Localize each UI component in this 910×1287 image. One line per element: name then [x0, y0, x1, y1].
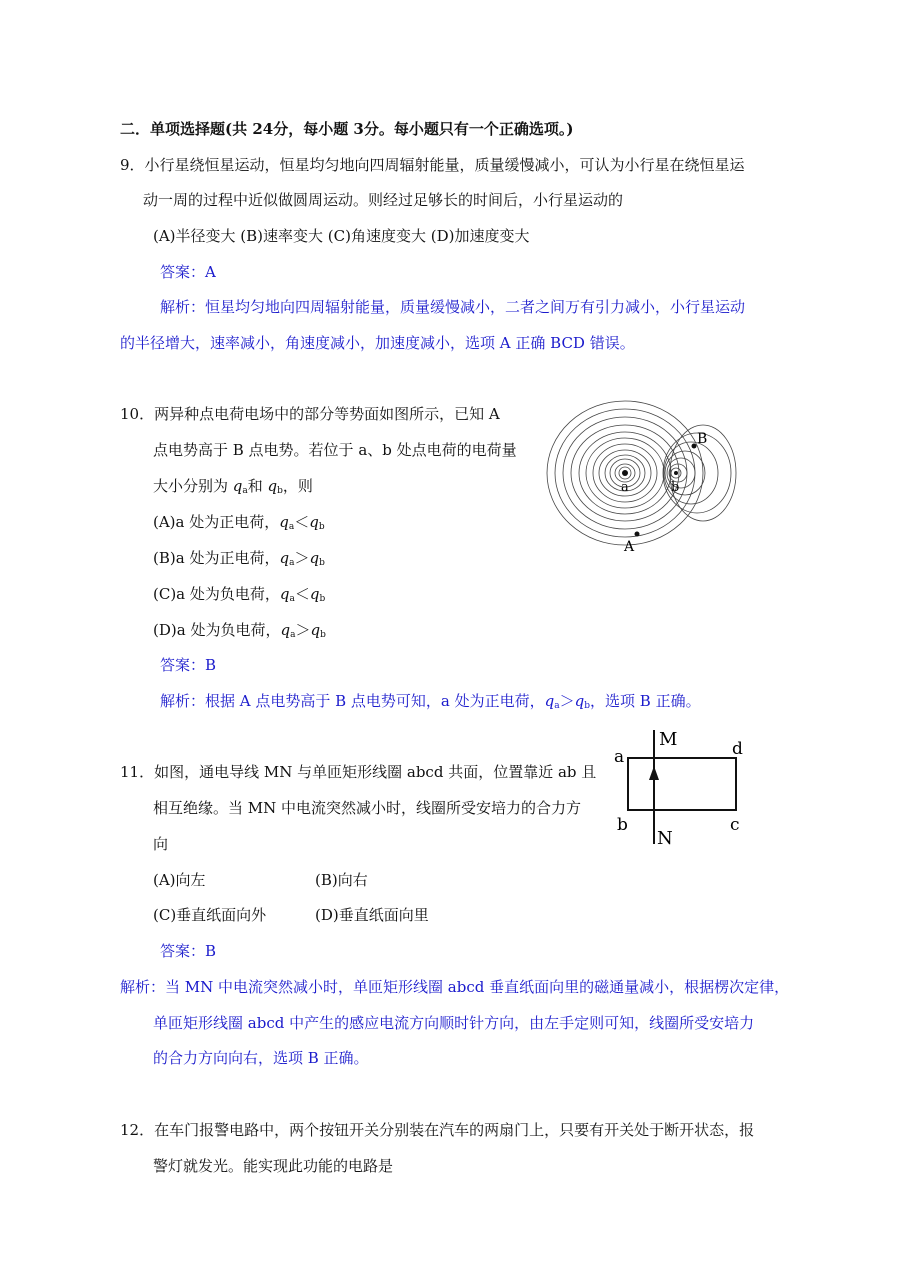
q11-analysis-line1: 解析：当 MN 中电流突然减小时，单匝矩形线圈 abcd 垂直纸面向里的磁通量减小，根据楞次定律， [120, 978, 790, 996]
current-arrow-icon [649, 766, 659, 780]
label-b: b [617, 815, 628, 835]
label-N: N [657, 828, 673, 848]
q12-line2: 警灯就发光。能实现此功能的电路是 [153, 1157, 394, 1175]
label-d: d [732, 739, 743, 759]
q11-option-d: (D)垂直纸面向里 [315, 906, 429, 924]
label-B: B [697, 431, 708, 447]
q11-analysis-line3: 的合力方向向右，选项 B 正确。 [153, 1049, 369, 1067]
q10-option-c: (C)a 处为负电荷，$q_a<q_b$ [153, 585, 326, 604]
loop-abcd [628, 758, 736, 810]
q12-line1: 12．在车门报警电路中，两个按钮开关分别装在汽车的两扇门上，只要有开关处于断开状态，报 [120, 1121, 755, 1139]
q9-answer: 答案：A [160, 263, 216, 281]
q9-options: (A)半径变大 (B)速率变大 (C)角速度变大 (D)加速度变大 [153, 227, 530, 245]
q9-analysis-line2: 的半径增大，速率减小，角速度减小，加速度减小，选项 A 正确 BCD 错误。 [120, 334, 635, 352]
q9-line2: 动一周的过程中近似做圆周运动。则经过足够长的时间后，小行星运动的 [143, 191, 624, 209]
q11-answer: 答案：B [160, 942, 217, 960]
q11-option-a: (A)向左 [153, 871, 206, 889]
wire-loop-figure [610, 728, 760, 848]
label-M: M [659, 729, 678, 750]
q11-line3: 向 [153, 835, 169, 853]
q9-line1: 9．小行星绕恒星运动，恒星均匀地向四周辐射能量，质量缓慢减小，可认为小行星在绕恒星运 [120, 156, 745, 174]
q10-analysis: 解析：根据 A 点电势高于 B 点电势可知，a 处为正电荷，$q_a>q_b$，选项 B 正确。 [160, 692, 701, 711]
q10-line2: 点电势高于 B 点电势。若位于 a、b 处点电荷的电荷量 [153, 441, 517, 459]
charge-a-dot [622, 470, 628, 476]
equipotential-figure [545, 400, 740, 555]
label-a: a [621, 480, 629, 495]
q10-line3: 大小分别为 $q_a$和 $q_b$，则 [153, 477, 313, 496]
q10-answer: 答案：B [160, 656, 217, 674]
point-B-dot [692, 444, 697, 449]
q11-line1: 11．如图，通电导线 MN 与单匝矩形线圈 abcd 共面，位置靠近 ab 且 [120, 763, 597, 781]
q11-option-c: (C)垂直纸面向外 [153, 906, 267, 924]
q10-option-d: (D)a 处为负电荷，$q_a>q_b$ [153, 621, 326, 640]
label-b: b [671, 480, 680, 495]
q11-line2: 相互绝缘。当 MN 中电流突然减小时，线圈所受安培力的合力方 [153, 799, 582, 817]
point-A-dot [635, 532, 640, 537]
q10-option-a: (A)a 处为正电荷，$q_a<q_b$ [153, 513, 325, 532]
charge-b-dot [674, 471, 678, 475]
q10-line1: 10．两异种点电荷电场中的部分等势面如图所示，已知 A [120, 405, 500, 423]
q11-analysis-line2: 单匝矩形线圈 abcd 中产生的感应电流方向顺时针方向，由左手定则可知，线圈所受安培力 [153, 1014, 755, 1032]
q10-option-b: (B)a 处为正电荷，$q_a>q_b$ [153, 549, 325, 568]
section-title: 二．单项选择题(共 24分，每小题 3分。每小题只有一个正确选项。) [120, 120, 574, 138]
label-c: c [730, 815, 740, 835]
label-a: a [614, 747, 625, 767]
q11-option-b: (B)向右 [315, 871, 368, 889]
q9-analysis-line1: 解析：恒星均匀地向四周辐射能量，质量缓慢减小，二者之间万有引力减小，小行星运动 [160, 298, 746, 316]
label-A: A [624, 539, 635, 555]
